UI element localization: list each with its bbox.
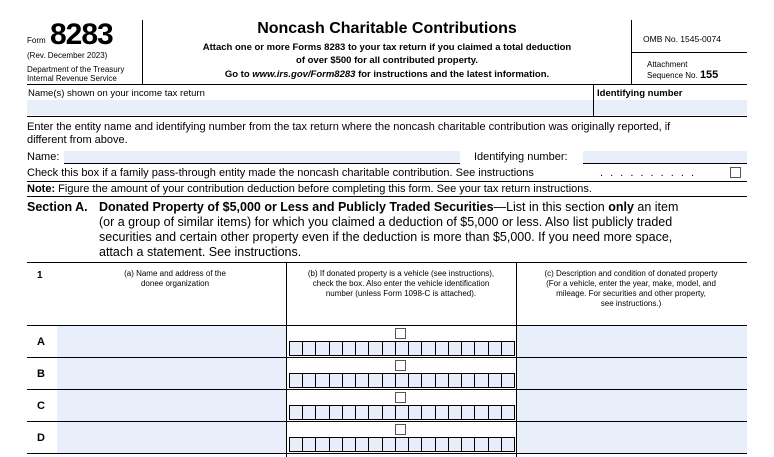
section-a-line-4: attach a statement. See instructions. [99, 245, 302, 259]
omb-number: OMB No. 1545-0074 [643, 34, 721, 44]
vin-field[interactable] [289, 341, 515, 356]
row-label: D [37, 432, 45, 444]
description-field[interactable] [517, 390, 747, 421]
row-label: B [37, 368, 45, 380]
table-row [27, 357, 747, 389]
sequence-block [647, 69, 718, 81]
section-a-line-1 [99, 200, 678, 214]
vehicle-checkbox[interactable] [395, 392, 406, 403]
taxpayer-name-label: Name(s) shown on your income tax return [28, 88, 205, 99]
identifying-number-field[interactable] [594, 100, 747, 115]
pass-through-checkbox[interactable] [730, 167, 741, 178]
table-row [27, 389, 747, 421]
subtitle-line-3 [143, 69, 631, 80]
column-c-header-line: mileage. For securities and other property, [556, 289, 706, 298]
form-number: 8283 [50, 18, 113, 51]
entity-instructions-line-2: different from above. [27, 134, 128, 146]
section-a-line-2: (or a group of similar items) for which you claimed a deduction of $5,000 or less. Also list publicly traded [99, 215, 673, 229]
identifying-number-label: Identifying number [597, 88, 683, 99]
column-b-header-line: check the box. Also enter the vehicle identification [312, 279, 490, 288]
form-word: Form [27, 36, 46, 45]
form-header [0, 0, 774, 84]
note-label: Note: [27, 183, 56, 195]
leader-dots: . . . . . . . . . . [600, 167, 697, 179]
description-field[interactable] [517, 422, 747, 453]
column-c-header [518, 269, 744, 309]
department-line: Department of the Treasury [27, 65, 125, 74]
vehicle-checkbox[interactable] [395, 360, 406, 371]
goto-text-post: for instructions and the latest information. [355, 69, 550, 80]
description-field[interactable] [517, 326, 747, 357]
subtitle-line-1: Attach one or more Forms 8283 to your tax return if you claimed a total deduction [202, 42, 572, 53]
table-row [27, 325, 747, 357]
donee-name-field[interactable] [57, 390, 286, 421]
column-c-header-line: (c) Description and condition of donated property [544, 269, 718, 278]
column-a-header-line: (a) Name and address of the [124, 269, 226, 278]
irs-link[interactable]: www.irs.gov/Form8283 [252, 69, 356, 80]
vin-field[interactable] [289, 437, 515, 452]
entity-id-label: Identifying number: [474, 151, 568, 163]
irs-line: Internal Revenue Service [27, 74, 117, 83]
attachment-label: Attachment [647, 60, 688, 69]
subtitle-line-2: of over $500 for all contributed property. [296, 55, 478, 66]
vehicle-checkbox[interactable] [395, 328, 406, 339]
column-c-header-line: see instructions.) [600, 299, 662, 308]
donee-name-field[interactable] [57, 358, 286, 389]
column-b-header [288, 269, 514, 299]
vin-field[interactable] [289, 373, 515, 388]
section-a-only: only [608, 200, 634, 214]
donee-name-field[interactable] [57, 326, 286, 357]
vin-field[interactable] [289, 405, 515, 420]
entity-name-label: Name: [27, 151, 60, 163]
taxpayer-name-field[interactable] [27, 100, 593, 115]
sequence-label: Sequence No. [647, 71, 698, 80]
form-title: Noncash Charitable Contributions [257, 20, 517, 37]
column-a-header-line: donee organization [140, 279, 210, 288]
line-number: 1 [37, 270, 43, 281]
table-row [27, 421, 747, 453]
section-a-text-1-end: an item [633, 200, 679, 214]
row-label: C [37, 400, 45, 412]
section-a-line-3: securities and certain other property even if the deduction is more than $5,000. If you need more space, [99, 230, 673, 244]
column-b-header-line: (b) If donated property is a vehicle (see instructions), [307, 269, 495, 278]
sequence-number: 155 [699, 69, 719, 81]
note-text: Figure the amount of your contribution deduction before completing this form. See your tax return instructions. [55, 183, 592, 195]
form-revision: (Rev. December 2023) [27, 51, 108, 60]
column-a-header [80, 269, 270, 289]
description-field[interactable] [517, 358, 747, 389]
section-a-label: Section A. [27, 200, 88, 214]
section-a-title: Donated Property of $5,000 or Less and Publicly Traded Securities [99, 200, 494, 214]
pass-through-check-text: Check this box if a family pass-through entity made the noncash charitable contribution. See instructions [27, 167, 534, 179]
entity-name-field[interactable] [64, 151, 460, 164]
column-c-header-line: (For a vehicle, enter the year, make, model, and [546, 279, 716, 288]
donee-name-field[interactable] [57, 422, 286, 453]
section-a-text-1: —List in this section [493, 200, 609, 214]
entity-id-field[interactable] [583, 151, 747, 164]
goto-text: Go to [224, 69, 253, 80]
note-line [27, 183, 592, 195]
row-label: A [37, 336, 45, 348]
vehicle-checkbox[interactable] [395, 424, 406, 435]
entity-instructions-line-1: Enter the entity name and identifying number from the tax return where the noncash charitable contribution was originally reported, if [27, 121, 671, 133]
column-b-header-line: number (unless Form 1098-C is attached). [325, 289, 477, 298]
